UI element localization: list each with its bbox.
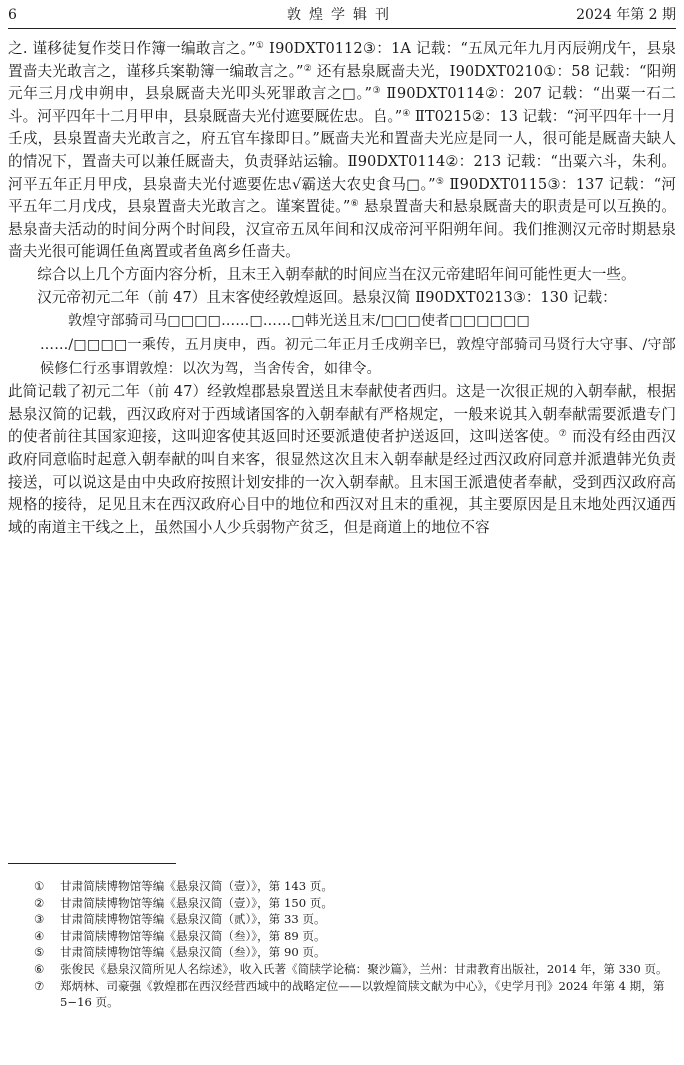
footnote-text: 甘肃简牍博物馆等编《悬泉汉简（叁）》，第 89 页。 [60,928,326,943]
journal-title: 敦煌学辑刊 [287,7,397,23]
footnotes [34,878,674,1011]
paragraph-3: 汉元帝初元二年（前 47）且末客使经敦煌返回。悬泉汉简 Ⅱ90DXT0213③：130 记载： [37,288,617,306]
page-number: 6 [8,7,17,23]
footnote-ref-7[interactable]: ⑦ [558,429,568,440]
issue-label: 2024 年第 2 期 [576,7,676,23]
quote-line-2: ……/□□□□一乘传，五月庚申，西。初元二年正月壬戌朔辛巳，敦煌守部骑司马贤行大守事、/守部候修仁行丞事谓敦煌：以次为驾，当舍传舍，如律令。 [40,337,676,378]
paragraph-4-text: 此简记载了初元二年（前 47）经敦煌郡悬泉置送且末奉献使者西归。这是一次很正规的入朝奉献，根据悬泉汉简的记载，西汉政府对于西域诸国客的入朝奉献有严格规定，一般来说其入朝奉献需要派遣专门的使者前往其国家迎接，这叫迎客使其返回时还要派遣使者护送返回，这叫送客使。 [8,383,676,446]
footnote [34,878,674,895]
footnote-ref-2[interactable]: ② [303,63,312,74]
footnote [34,928,674,945]
running-header [8,4,676,29]
footnote-text: 甘肃简牍博物馆等编《悬泉汉简（贰）》，第 33 页。 [60,912,326,927]
footnote-text: 张俊民《悬泉汉简所见人名综述》，收入氏著《简牍学论稿：聚沙篇》，兰州：甘肃教育出版社，2014 年，第 330 页。 [60,961,668,976]
slip-quotation [8,309,676,381]
footnote-ref-5[interactable]: ⑤ [435,176,445,187]
footnote-text: 郑炳林、司豪强《敦煌郡在西汉经营西域中的战略定位——以敦煌简牍文献为中心》，《史学月刊》2024 年第 4 期，第 5−16 页。 [60,978,665,1010]
footnote-ref-1[interactable]: ① [255,41,265,51]
footnote-text: 甘肃简牍博物馆等编《悬泉汉简（壹）》，第 150 页。 [60,895,333,910]
paragraph-1-text-7: 悬泉置啬夫和悬泉厩啬夫的职责是可以互换的。悬泉啬夫活动的时间分两个时间段，汉宣帝五凤年间和汉成帝河平阳朔年间。我们推测汉元帝时期悬泉啬夫光很可能调任鱼离置或者鱼离乡任啬夫。 [8,198,676,261]
paragraph-1-text-3: 还有悬泉厩啬夫光，Ⅰ90DXT0210①：58 记载：“阳朔元年三月戊申朔申，县泉厩啬夫光叩头死罪敢言之□。” [8,62,676,103]
paragraph-1-text-5: ⅡT0215②：13 记载：“河平四年十一月壬戌，县泉置啬夫光敢言之，府五官车掾即日。”厩啬夫光和置啬夫光应是同一人，很可能是厩啬夫缺人的情况下，置啬夫可以兼任厩啬夫，负责驿站运输。Ⅱ90DXT0114②：213 记载：“出粟六斗，朱利。河平五年正月甲戌，县泉啬夫光付遮要佐忠√霸送大农史食马□。” [8,107,676,193]
footnote-ref-3[interactable]: ③ [371,86,382,97]
footnote-number: ⑦ [34,978,45,993]
paragraph-1-text-2: Ⅰ90DXT0112③：1A 记载：“五凤元年九月丙辰朔戊午，县泉置啬夫光敢言之，谨移兵案勒簿一编敢言之。” [8,40,676,80]
footnote-number: ③ [34,912,45,927]
footnote-number: ① [34,879,45,893]
footnote [34,911,674,928]
footnote-divider [8,863,176,864]
footnote [34,978,674,1011]
paragraph-1-text-6: Ⅱ90DXT0115③：137 记载：“河平五年二月戊戌，县泉置啬夫光敢言之。谨案置徒。” [8,175,676,216]
paragraph-1-text: 之. 谨移徒复作茭日作簿一编敢言之。” [8,40,256,57]
footnote-number: ⑥ [34,961,45,976]
footnote-text: 甘肃简牍博物馆等编《悬泉汉简（叁）》，第 90 页。 [60,945,326,960]
footnote-text: 甘肃简牍博物馆等编《悬泉汉简（壹）》，第 143 页。 [60,879,333,893]
paragraph-1-text-4: Ⅱ90DXT0114②：207 记载：“出粟一石二斗。河平四年十二月甲申，县泉厩啬夫光付遮要厩佐忠。𠂤。” [8,85,676,125]
paragraph-1 [8,38,676,264]
footnote [34,944,674,961]
footnote [34,895,674,912]
quote-line-1: 敦煌守部骑司马□□□□……□……□韩光送且末/□□□使者□□□□□□ [68,313,530,330]
main-text [8,38,676,539]
footnote-number: ④ [34,928,45,943]
footnote-number: ② [34,895,45,910]
footnote-number: ⑤ [34,945,45,960]
paragraph-4 [8,381,676,539]
paragraph-4-text-2: 而没有经由西汉政府同意临时起意入朝奉献的叫自来客，很显然这次且末入朝奉献是经过西汉政府同意并派遣韩光负责接送，可以说这是由中央政府按照计划安排的一次入朝奉献。且末国王派遣使者奉献，受到西汉政府高规格的接待，足见且末在西汉政府心目中的地位和西汉对且末的重视，其主要原因是且末地处西汉通西域的南道主干线之上，虽然国小人少兵弱物产贫乏，但是商道上的地位不容 [8,428,676,536]
paragraph-2: 综合以上几个方面内容分析，且末王入朝奉献的时间应当在汉元帝建昭年间可能性更大一些。 [37,265,636,283]
footnote [34,961,674,978]
footnote-ref-4[interactable]: ④ [402,108,411,119]
footnote-ref-6[interactable]: ⑥ [350,199,359,210]
